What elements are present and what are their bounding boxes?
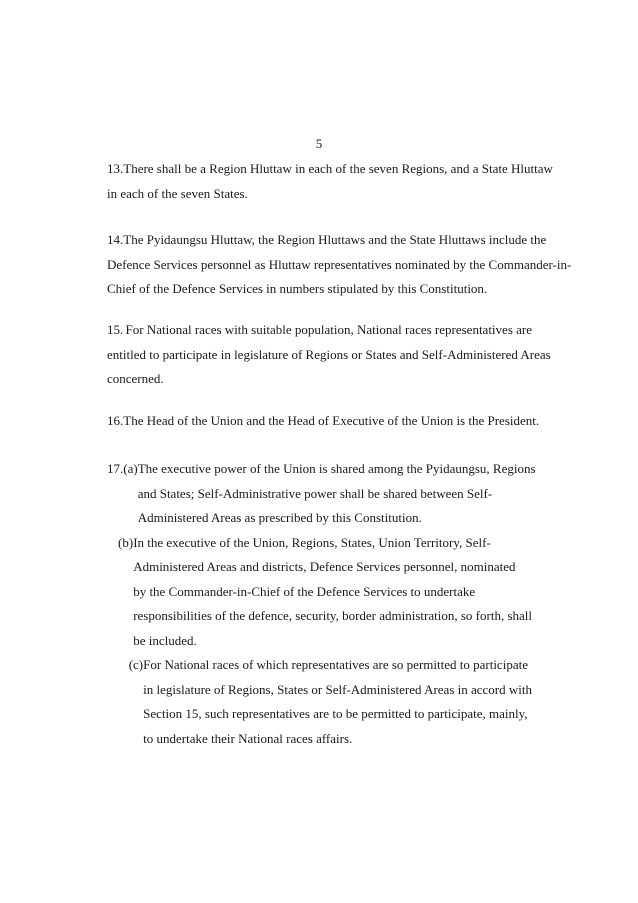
section-17 [107, 457, 536, 751]
section-13 [107, 157, 553, 206]
section-text-line: The Pyidaungsu Hluttaw, the Region Hluttaws and the State Hluttaws include the [123, 232, 547, 247]
section-text-line: The Head of the Union and the Head of Executive of the Union is the President. [123, 413, 540, 428]
clause-text-line: by the Commander-in-Chief of the Defence Services to undertake [133, 583, 476, 599]
clause-label: (b) [118, 534, 134, 550]
section-15 [107, 318, 551, 392]
clause-text-line: Administered Areas and districts, Defence Services personnel, nominated [133, 559, 516, 574]
section-number: 17. [107, 461, 124, 476]
clause-label: (c) [128, 657, 144, 672]
section-text-line: concerned. [107, 371, 164, 386]
clause-label: (a) [123, 461, 138, 476]
section-number: 14. [107, 232, 124, 247]
clause-text-line: and States; Self-Administrative power shall be shared between Self- [137, 485, 493, 501]
clause-text-line: In the executive of the Union, Regions, States, Union Territory, Self- [133, 534, 491, 550]
clause-c [107, 653, 532, 751]
clause-text-line: in legislature of Regions, States or Self-Administered Areas in accord with [143, 681, 532, 697]
clause-text-line: For National races of which representatives are so permitted to participate [143, 657, 528, 672]
clause-a [107, 457, 536, 531]
clause-text-line: The executive power of the Union is shared among the Pyidaungsu, Regions [137, 461, 536, 476]
section-text-line: Chief of the Defence Services in numbers stipulated by this Constitution. [107, 281, 488, 296]
clause-text-line: responsibilities of the defence, security, border administration, so forth, shall [133, 608, 532, 623]
section-number: 13. [107, 161, 124, 176]
section-number: 16. [107, 413, 124, 428]
section-text-line: entitled to participate in legislature of Regions or States and Self-Administered Areas [107, 346, 551, 362]
section-text-line: Defence Services personnel as Hluttaw representatives nominated by the Commander-in- [107, 256, 572, 272]
clause-b [107, 531, 532, 654]
section-text-line: For National races with suitable population, National races representatives are [125, 322, 532, 337]
section-number: 15. [107, 322, 124, 337]
section-text-line: There shall be a Region Hluttaw in each of the seven Regions, and a State Hluttaw [123, 161, 553, 176]
clause-text-line: Section 15, such representatives are to be permitted to participate, mainly, [143, 706, 528, 721]
section-14 [107, 228, 572, 302]
clause-text-line: be included. [133, 632, 197, 648]
section-16 [107, 409, 540, 434]
clause-text-line: Administered Areas as prescribed by this Constitution. [137, 510, 422, 525]
page-number: 5 [315, 136, 323, 151]
section-text-line: in each of the seven States. [107, 185, 248, 201]
clause-text-line: to undertake their National races affairs. [143, 730, 353, 746]
